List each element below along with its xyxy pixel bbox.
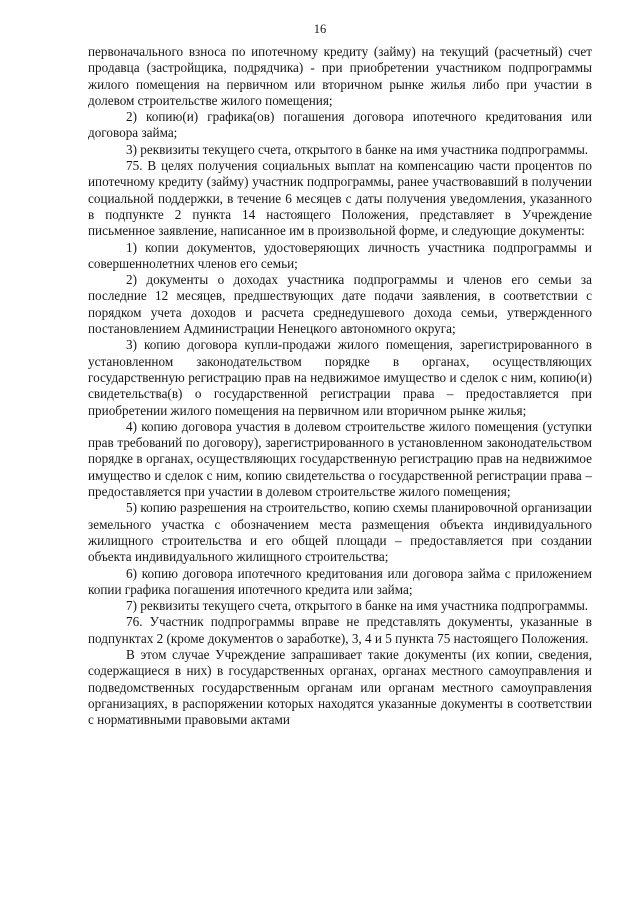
paragraph: 3) копию договора купли-продажи жилого помещения, зарегистрированного в установленном законодательством порядке в органах, осуществляющих государственную регистрацию прав на недвижимое имущество и сделок с ним, копию(и) свидетельства(в) о государственной регистрации права – предоставляется при приобретении жилого помещения на первичном или вторичном рынке жилья;	[88, 337, 592, 418]
paragraph: 6) копию договора ипотечного кредитования или договора займа с приложением копии графика погашения ипотечного кредита или займа;	[88, 565, 592, 597]
paragraph: 3) реквизиты текущего счета, открытого в банке на имя участника подпрограммы.	[126, 141, 589, 157]
paragraph: 2) документы о доходах участника подпрограммы и членов его семьи за последние 12 месяцев, предшествующих дате подачи заявления, в соответствии с порядком учета доходов и расчета среднедушевого дохода семьи, утвержденного постановлением Администрации Ненецкого автономного округа;	[88, 272, 592, 337]
paragraph: 5) копию разрешения на строительство, копию схемы планировочной организации земельного участка с обозначением места размещения объекта индивидуального жилищного строительства и его общей площади – предоставляется при создании объекта индивидуального жилищного строительства;	[88, 500, 592, 565]
paragraph: 76. Участник подпрограммы вправе не представлять документы, указанные в подпунктах 2 (кроме документов о заработке), 3, 4 и 5 пункта 75 настоящего Положения.	[88, 614, 592, 646]
paragraph: 1) копии документов, удостоверяющих личность участника подпрограммы и совершеннолетних членов его семьи;	[88, 239, 592, 271]
document-body	[88, 44, 592, 728]
paragraph: 75. В целях получения социальных выплат на компенсацию части процентов по ипотечному кредиту (займу) участник подпрограммы, ранее участвовавший в получении социальной поддержки, в течение 6 месяцев с даты получения уведомления, указанного в подпункте 2 пункта 14 настоящего Положения, представляет в Учреждение письменное заявление, написанное им в произвольной форме, и следующие документы:	[88, 158, 592, 239]
page-number: 16	[313, 22, 327, 36]
paragraph: В этом случае Учреждение запрашивает такие документы (их копии, сведения, содержащиеся в них) в государственных органах, органах местного самоуправления и подведомственных государственным органам или органам местного самоуправления организациях, в распоряжении которых находятся указанные документы в соответствии с нормативными правовыми актами	[88, 646, 592, 728]
paragraph: 7) реквизиты текущего счета, открытого в банке на имя участника подпрограммы.	[126, 598, 589, 614]
paragraph: 2) копию(и) графика(ов) погашения договора ипотечного кредитования или договора займа;	[88, 109, 592, 141]
paragraph: 4) копию договора участия в долевом строительстве жилого помещения (уступки прав требований по договору), зарегистрированного в установленном законодательством порядке в органах, осуществляющих государственную регистрацию прав на недвижимое имущество и сделок с ним, копию свидетельства о государственной регистрации права – предоставляется при участии в долевом строительстве жилого помещения;	[88, 418, 592, 500]
paragraph: первоначального взноса по ипотечному кредиту (займу) на текущий (расчетный) счет продавца (застройщика, подрядчика) - при приобретении участником подпрограммы жилого помещения на первичном или вторичном рынке жилья либо при участии в долевом строительстве жилого помещения;	[88, 44, 592, 108]
